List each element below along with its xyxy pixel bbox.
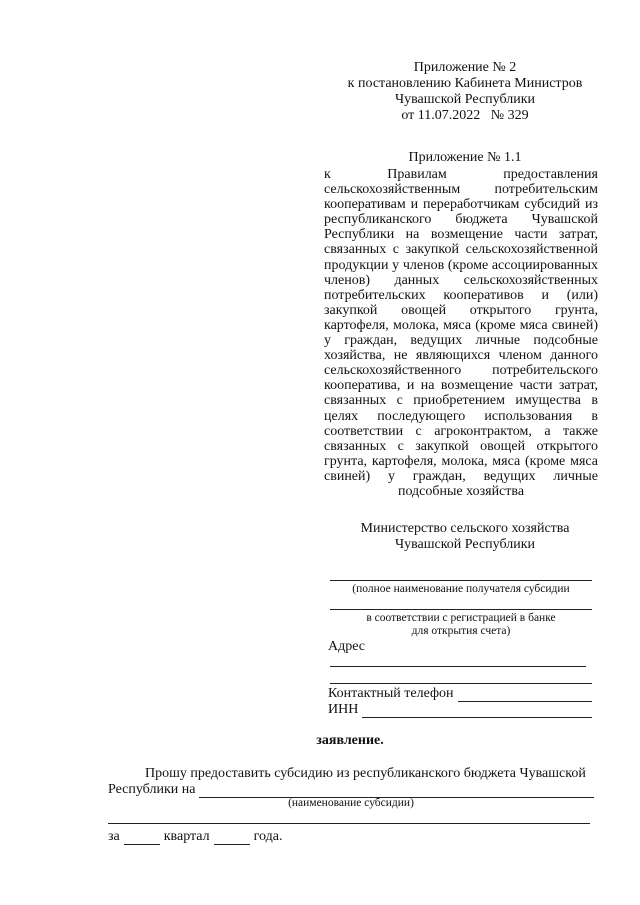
inn-row xyxy=(328,702,592,718)
phone-row xyxy=(328,686,592,702)
inn-field xyxy=(362,705,592,718)
addressee-block xyxy=(330,521,600,553)
rules-annex-body: к Правилам предоставления сельскохозяйственным потребительским кооперативам и переработчикам субсидий из республиканского бюджета Чувашской Республики на возмещение части затрат, связанных с закупкой сельскохозяйственной продукции у членов (кроме ассоциированных членов) данных сельскохозяйственных потребительских кооперативов и (или) закупкой овощей открытого грунта, картофеля, молока, мяса (кроме мяса свиней) у граждан, ведущих личные подсобные хозяйства, не являющихся членом данного сельскохозяйственного потребительского кооператива, и на возмещение части затрат, связанных с приобретением имущества в целях последующего использования в соответствии с агроконтрактом, а также связанных с закупкой овощей открытого грунта, картофеля, молока, мяса (кроме мяса свиней) у граждан, ведущих личные подсобные хозяйства xyxy=(324,167,598,499)
addressee-ministry: Министерство сельского хозяйства xyxy=(360,521,570,536)
annex-number: Приложение № 2 xyxy=(413,60,517,75)
address-label: Адрес xyxy=(328,639,366,654)
applicant-name-line xyxy=(330,580,592,581)
annex-header xyxy=(330,60,600,124)
registration-hint-2: для открытия счета) xyxy=(411,625,511,637)
statement-line-2 xyxy=(108,782,594,798)
address-line-2 xyxy=(330,683,592,684)
inn-label: ИНН xyxy=(328,702,359,717)
address-line-1 xyxy=(330,666,586,667)
statement-line-1: Прошу предоставить субсидию из республиканского бюджета Чувашской xyxy=(145,766,586,781)
phone-field xyxy=(458,689,592,702)
rules-annex-title: Приложение № 1.1 xyxy=(408,150,522,165)
addressee-republic: Чувашской Республики xyxy=(394,537,536,552)
period-year-label: года. xyxy=(253,829,283,844)
phone-label: Контактный телефон xyxy=(328,686,454,701)
period-quarter-label: квартал xyxy=(163,829,210,844)
year-field xyxy=(214,832,250,845)
applicant-registration-line xyxy=(330,609,592,610)
period-prefix: за xyxy=(108,829,120,844)
statement-heading: заявление. xyxy=(316,733,384,748)
subsidy-continuation-line xyxy=(108,823,590,824)
period-row xyxy=(108,829,286,845)
annex-resolution: к постановлению Кабинета Министров xyxy=(347,76,583,91)
quarter-field xyxy=(124,832,160,845)
applicant-name-hint: (полное наименование получателя субсидии xyxy=(352,583,570,595)
annex-republic: Чувашской Республики xyxy=(394,92,536,107)
subsidy-name-hint: (наименование субсидии) xyxy=(288,797,414,809)
annex-date-number: от 11.07.2022 № 329 xyxy=(401,108,529,123)
registration-hint-1: в соответствии с регистрацией в банке xyxy=(366,612,556,624)
statement-republic-prefix: Республики на xyxy=(108,782,196,797)
